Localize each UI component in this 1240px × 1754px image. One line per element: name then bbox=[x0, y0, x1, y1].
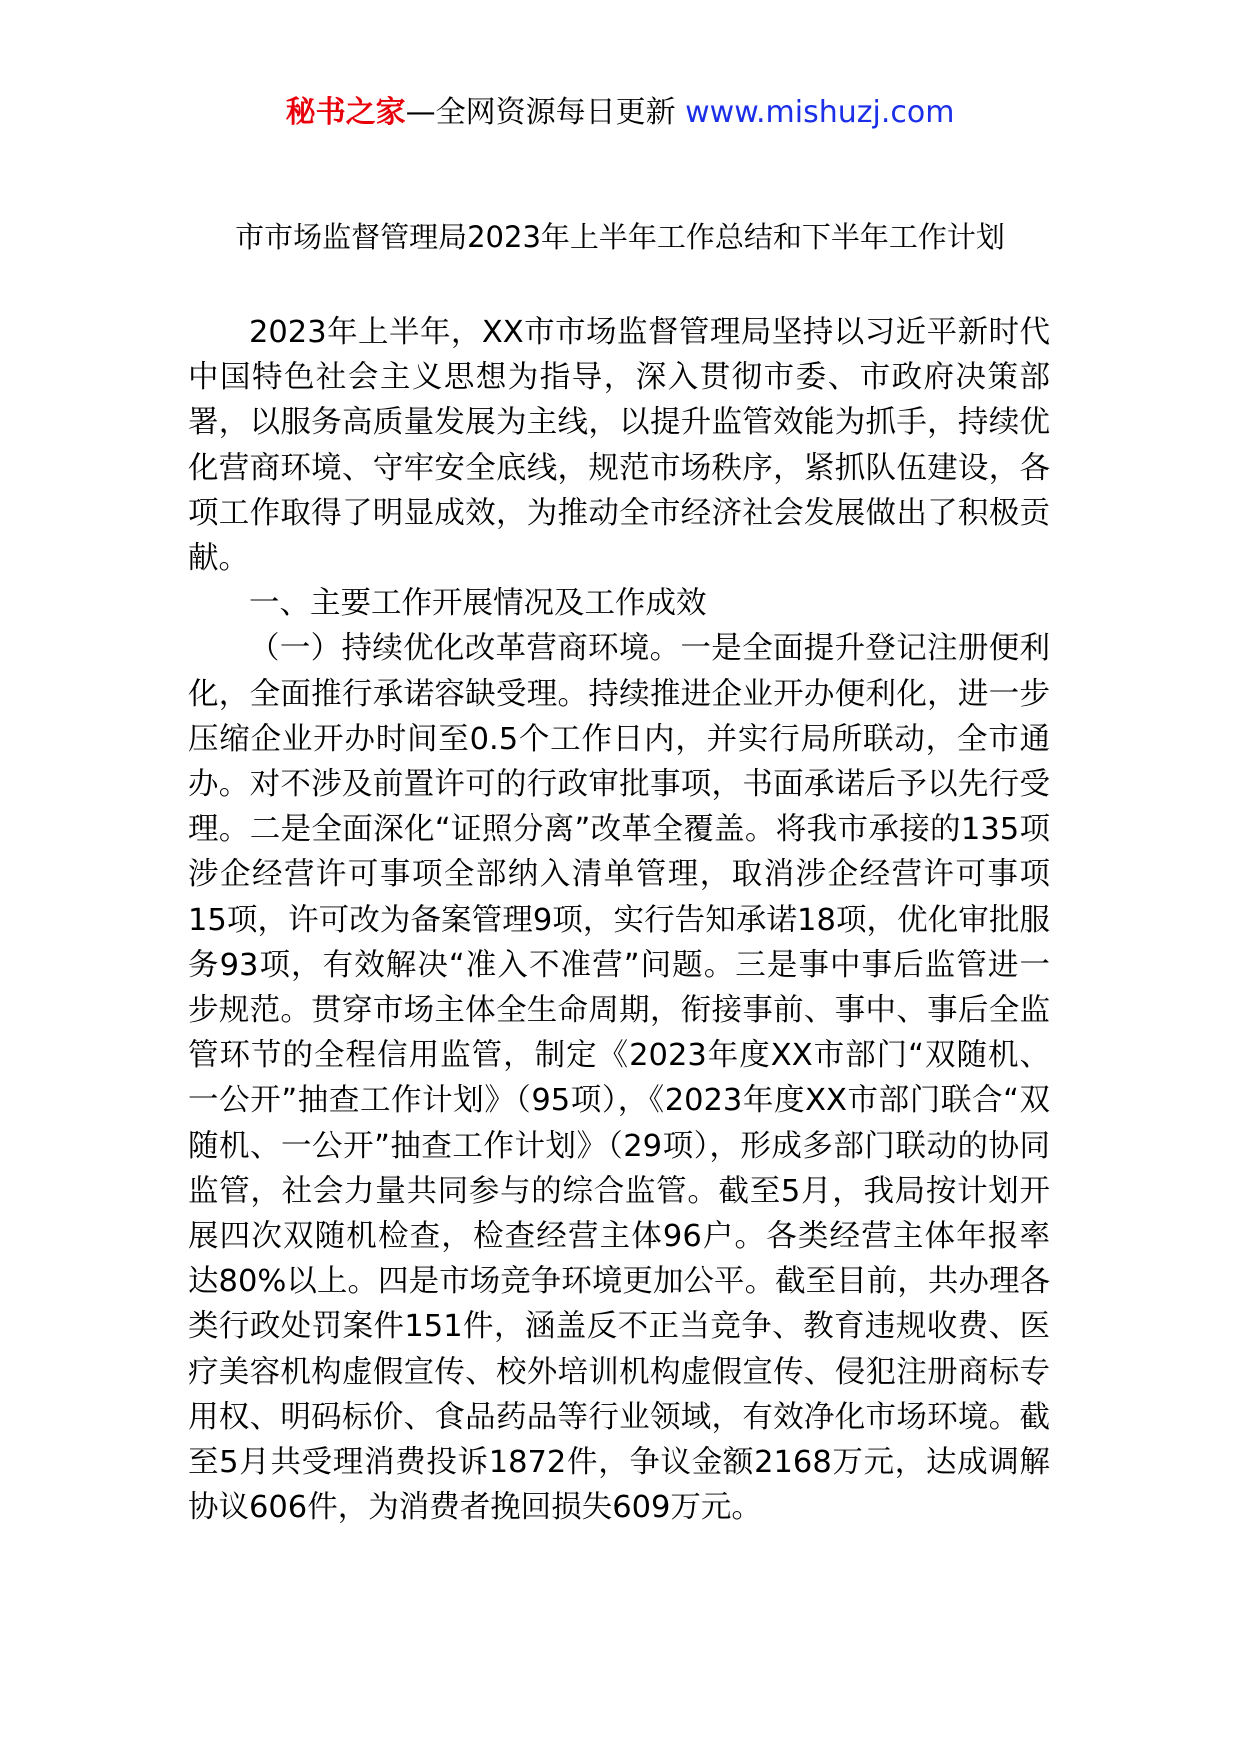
site-url-link[interactable]: www.mishuzj.com bbox=[685, 95, 955, 130]
brand-name: 秘书之家 bbox=[285, 95, 406, 130]
site-header bbox=[0, 93, 1240, 133]
document-body bbox=[188, 310, 1050, 1530]
section-heading: 一、主要工作开展情况及工作成效 bbox=[249, 586, 707, 622]
intro-paragraph: 2023年上半年，XX市市场监督管理局坚持以习近平新时代中国特色社会主义思想为指导，深入贯彻市委、市政府决策部署，以服务高质量发展为主线，以提升监管效能为抓手，持续优化营商环境、守牢安全底线，规范市场秩序，紧抓队伍建设，各项工作取得了明显成效，为推动全市经济社会发展做出了积极贡献。 bbox=[188, 315, 1050, 577]
site-tagline: —全网资源每日更新 bbox=[405, 95, 676, 130]
subsection-paragraph: （一）持续优化改革营商环境。一是全面提升登记注册便利化，全面推行承诺容缺受理。持续推进企业开办便利化，进一步压缩企业开办时间至0.5个工作日内，并实行局所联动，全市通办。对不涉及前置许可的行政审批事项，书面承诺后予以先行受理。二是全面深化“证照分离”改革全覆盖。将我市承接的135项涉企经营许可事项全部纳入清单管理，取消涉企经营许可事项15项，许可改为备案管理9项，实行告知承诺18项，优化审批服务93项，有效解决“准入不准营”问题。三是事中事后监管进一步规范。贯穿市场主体全生命周期，衔接事前、事中、事后全监管环节的全程信用监管，制定《2023年度XX市部门“双随机、一公开”抽查工作计划》（95项），《2023年度XX市部门联合“双随机、一公开”抽查工作计划》（29项），形成多部门联动的协同监管，社会力量共同参与的综合监管。截至5月，我局按计划开展四次双随机检查，检查经营主体96户。各类经营主体年报率达80%以上。四是市场竞争环境更加公平。截至目前，共办理各类行政处罚案件151件，涵盖反不正当竞争、教育违规收费、医疗美容机构虚假宣传、校外培训机构虚假宣传、侵犯注册商标专用权、明码标价、食品药品等行业领域，有效净化市场环境。截至5月共受理消费投诉1872件，争议金额2168万元，达成调解协议606件，为消费者挽回损失609万元。 bbox=[188, 631, 1050, 1526]
document-title: 市市场监督管理局2023年上半年工作总结和下半年工作计划 bbox=[235, 220, 1005, 254]
